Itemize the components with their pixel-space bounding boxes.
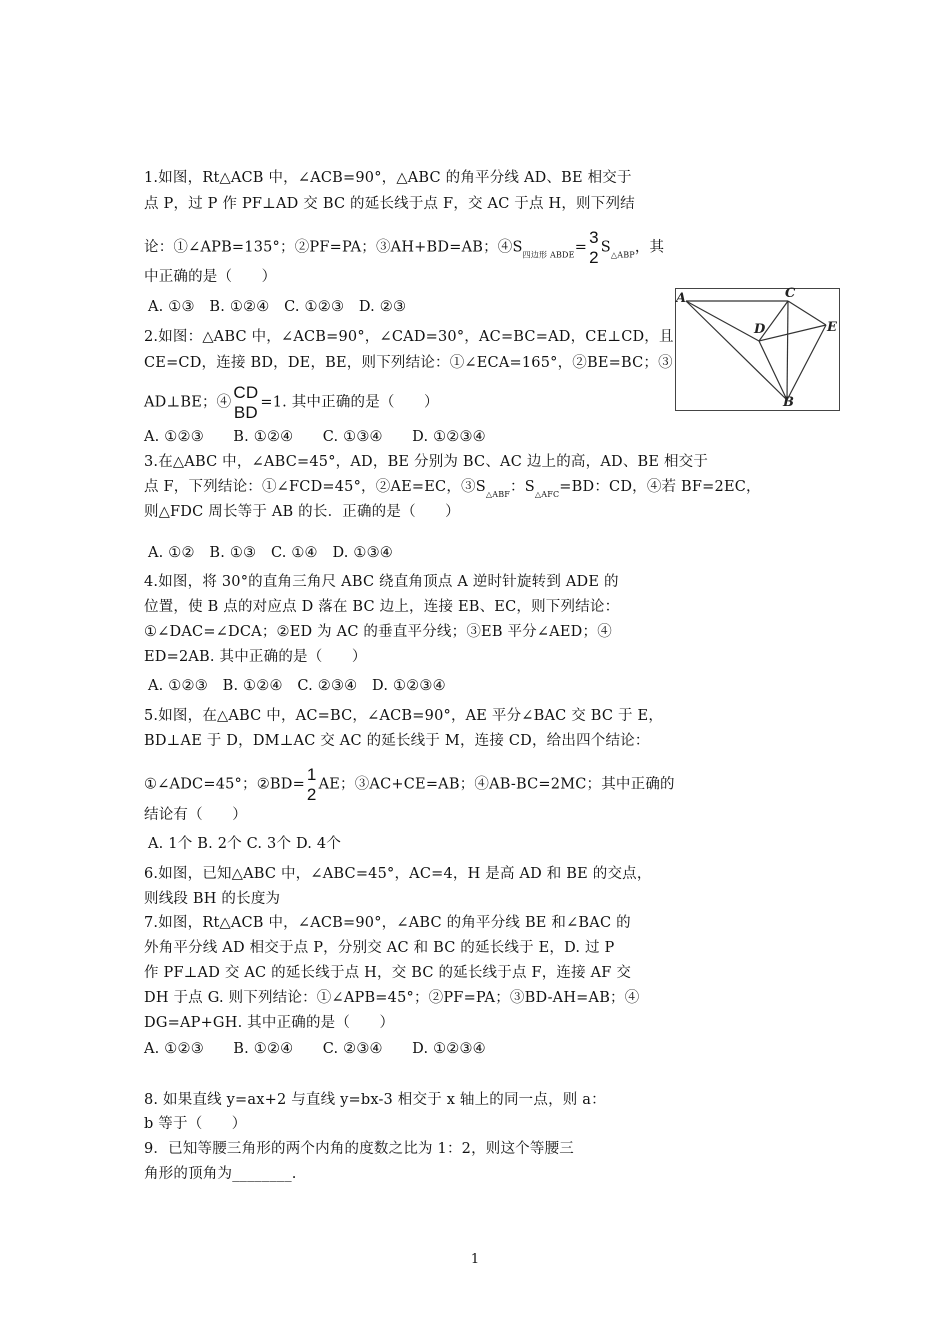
q3-line-1: 3.在△ABC 中，∠ABC=45°，AD，BE 分别为 BC、AC 边上的高，AD、BE 相交于: [144, 454, 709, 470]
q5-options: A. 1个 B. 2个 C. 3个 D. 4个: [148, 836, 342, 852]
segment-cb: [787, 301, 788, 400]
q1-options: A. ①③ B. ①②④ C. ①②③ D. ②③: [148, 299, 407, 315]
q5-line-1: 5.如图，在△ABC 中，AC=BC，∠ACB=90°，AE 平分∠BAC 交 BC 于 E，: [144, 708, 664, 724]
segment-db: [759, 341, 787, 400]
q7-line-5: DG=AP+GH. 其中正确的是（ ）: [144, 1015, 395, 1031]
segment-ce: [788, 301, 826, 325]
q1-line-1: 1.如图，Rt△ACB 中，∠ACB=90°，△ABC 的角平分线 AD、BE 相交于: [144, 170, 632, 186]
q3-line-2-text: 点 F，下列结论：①∠FCD=45°，②AE=EC，③S: [144, 479, 486, 495]
q3-line-2: [144, 477, 761, 505]
q1-fraction-denominator: 2: [589, 248, 599, 267]
q3-line-3: 则△FDC 周长等于 AB 的长．正确的是（ ）: [144, 504, 460, 520]
q2-fraction-denominator: BD: [233, 403, 258, 422]
q6-line-1: 6.如图，已知△ABC 中，∠ABC=45°，AC=4，H 是高 AD 和 BE 的交点，: [144, 866, 652, 882]
point-label-d: D: [754, 322, 766, 337]
q2-line-2: CE=CD，连接 BD，DE，BE，则下列结论：①∠ECA=165°，②BE=BC；③: [144, 355, 673, 371]
q1-line-3-text: 论：①∠APB=135°；②PF=PA；③AH+BD=AB；④S: [144, 239, 523, 256]
q8-line-1: 8. 如果直线 y=ax+2 与直线 y=bx-3 相交于 x 轴上的同一点，则 a：: [144, 1092, 606, 1108]
q4-options: A. ①②③ B. ①②④ C. ②③④ D. ①②③④: [148, 678, 446, 694]
q2-options: A. ①②③ B. ①②④ C. ①③④ D. ①②③④: [144, 429, 486, 445]
q4-line-3: ①∠DAC=∠DCA；②ED 为 AC 的垂直平分线；③EB 平分∠AED；④: [144, 624, 612, 640]
point-label-b: B: [783, 395, 794, 410]
q1-line-3-end: ，其: [634, 239, 665, 256]
q7-line-2: 外角平分线 AD 相交于点 P，分别交 AC 和 BC 的延长线于 E，D. 过 P: [144, 940, 615, 956]
q5-fraction-numerator: 1: [306, 765, 317, 784]
q4-line-1: 4.如图，将 30°的直角三角尺 ABC 绕直角顶点 A 逆时针旋转到 ADE 的: [144, 574, 619, 590]
q1-line-3: [144, 229, 664, 266]
q3-options: A. ①② B. ①③ C. ①④ D. ①③④: [148, 545, 393, 561]
segment-ad: [686, 301, 759, 341]
q5-line-3-end: AE；③AC+CE=AB；④AB-BC=2MC；其中正确的: [318, 776, 675, 793]
q3-line-2-end: =BD：CD，④若 BF=2EC，: [559, 479, 761, 495]
point-label-c: C: [785, 286, 796, 301]
q5-fraction-denominator: 2: [306, 785, 317, 804]
geometry-figure: [675, 288, 840, 411]
q1-line-2: 点 P，过 P 作 PF⊥AD 交 BC 的延长线于点 F，交 AC 于点 H，则下列结: [144, 196, 635, 212]
q5-line-3: [144, 766, 675, 803]
q1-fraction-numerator: 3: [589, 228, 599, 247]
page-number: 1: [470, 1252, 480, 1267]
q7-line-4: DH 于点 G. 则下列结论：①∠APB=45°；②PF=PA；③BD-AH=AB；④: [144, 990, 640, 1006]
q2-line-3: [144, 384, 439, 421]
q1-line-4: 中正确的是（ ）: [144, 269, 277, 285]
q1-subscript-quad: 四边形 ABDE: [522, 250, 575, 260]
q2-line-1: 2.如图：△ABC 中，∠ACB=90°，∠CAD=30°，AC=BC=AD，CE⊥CD，且: [144, 329, 674, 345]
q2-line-3-text: AD⊥BE；④: [144, 394, 232, 411]
point-label-a: A: [676, 291, 687, 306]
q1-fraction: [589, 229, 599, 266]
segment-eb: [787, 325, 826, 400]
q8-line-2: b 等于（ ）: [144, 1116, 247, 1132]
q5-fraction: [307, 766, 317, 803]
triangle-figure-svg: [676, 289, 839, 410]
q6-line-2: 则线段 BH 的长度为: [144, 891, 281, 907]
q7-line-1: 7.如图，Rt△ACB 中，∠ACB=90°，∠ABC 的角平分线 BE 和∠BAC 的: [144, 915, 631, 931]
segment-ab: [686, 301, 787, 400]
q2-fraction-numerator: CD: [233, 383, 259, 402]
q9-line-1: 9．已知等腰三角形的两个内角的度数之比为 1：2，则这个等腰三: [144, 1141, 574, 1157]
q9-line-2: 角形的顶角为________.: [144, 1166, 297, 1182]
q4-line-4: ED=2AB. 其中正确的是（ ）: [144, 649, 367, 665]
q3-ratio: ：S: [510, 479, 535, 495]
q4-line-2: 位置，使 B 点的对应点 D 落在 BC 边上，连接 EB、EC，则下列结论：: [144, 599, 620, 615]
q1-subscript-abp: △ABP: [610, 250, 635, 260]
point-label-e: E: [827, 320, 837, 335]
q1-equals: =: [574, 239, 588, 256]
q5-line-2: BD⊥AE 于 D，DM⊥AC 交 AC 的延长线于 M，连接 CD，给出四个结论：: [144, 733, 650, 749]
q3-subscript-abf: △ABF: [485, 490, 511, 499]
q5-line-4: 结论有（ ）: [144, 807, 247, 823]
q2-line-3-end: =1. 其中正确的是（ ）: [260, 394, 439, 411]
q2-fraction: [233, 384, 258, 421]
q7-line-3: 作 PF⊥AD 交 AC 的延长线于点 H，交 BC 的延长线于点 F，连接 AF 交: [144, 965, 632, 981]
q7-options: A. ①②③ B. ①②④ C. ②③④ D. ①②③④: [144, 1041, 486, 1057]
q3-subscript-afc: △AFC: [534, 490, 560, 499]
q5-line-3-text: ①∠ADC=45°；②BD=: [144, 776, 305, 793]
q1-area-s: S: [600, 239, 611, 256]
